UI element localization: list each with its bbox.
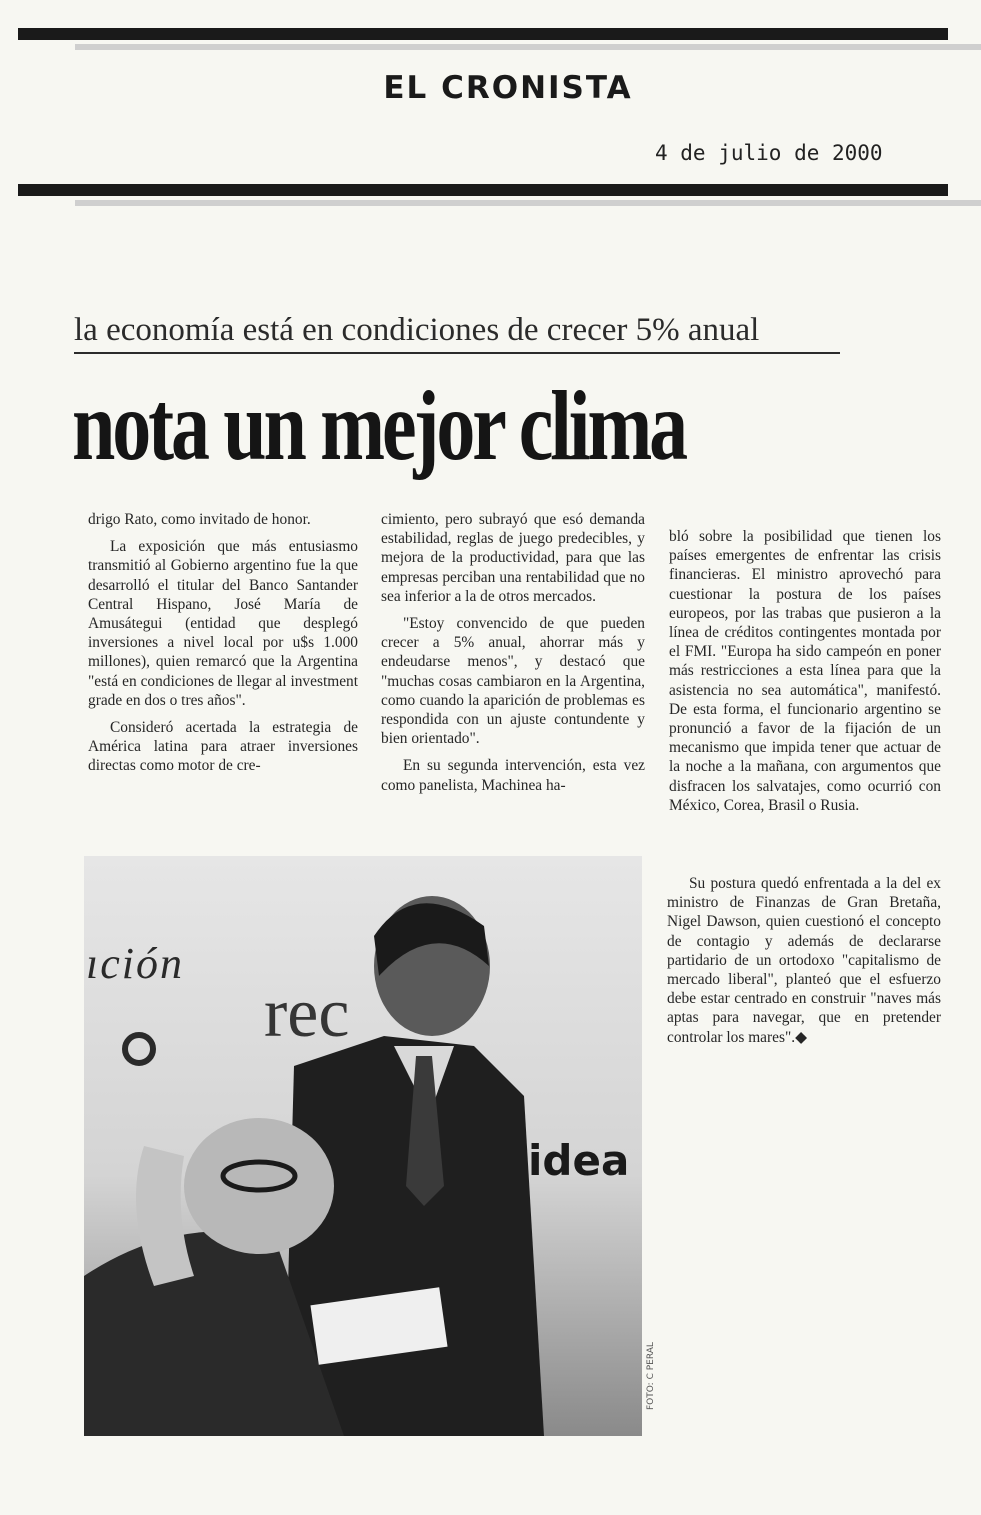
paragraph: Consideró acertada la estrategia de América latina para atraer inversiones directas como motor de cre- bbox=[88, 719, 358, 775]
article-column-2 bbox=[381, 510, 645, 803]
article-column-1 bbox=[88, 510, 358, 784]
kicker: la economía está en condiciones de crecer 5% anual bbox=[74, 312, 840, 354]
paragraph: Su postura quedó enfrentada a la del ex ministro de Finanzas de Gran Bretaña, Nigel Dawson, quien cuestionó el concepto de contagio y además de declararse partidario de un ortodoxo "capitalismo de mercado liberal", planteó que el esfuerzo debe estar centrado en construir "naves más aptas para navegar, que en pretender controlar los mares".◆ bbox=[667, 875, 941, 1046]
photo-sign-text: idea bbox=[528, 1136, 630, 1185]
article-column-4 bbox=[667, 874, 941, 1055]
paragraph: drigo Rato, como invitado de honor. bbox=[88, 511, 311, 528]
bottom-rule bbox=[18, 184, 948, 196]
top-rule bbox=[18, 28, 948, 40]
paragraph: cimiento, pero subrayó que esó demanda estabilidad, reglas de juego predecibles, y mejora de la productividad, para que las empresas perciban una rentabilidad que no sea inferior a la de otros mercados. bbox=[381, 511, 645, 605]
bleed-rule bbox=[75, 44, 981, 50]
paragraph: En su segunda intervención, esta vez como panelista, Machinea ha- bbox=[381, 757, 645, 794]
bleed-rule bbox=[75, 200, 981, 206]
paragraph: La exposición que más entusiasmo transmitió al Gobierno argentino fue la que desarrolló el titular del Banco Santander Central Hispano, José María de Amusátegui (entidad que desplegó inversiones a nivel local por u$s 1.000 millones), quien remarcó que la Argentina "está en condiciones de llegar al investment grade en dos o tres años". bbox=[88, 538, 358, 709]
publication-date: 4 de julio de 2000 bbox=[655, 141, 883, 165]
news-photo bbox=[84, 856, 642, 1436]
paragraph: bló sobre la posibilidad que tienen los países emergentes de enfrentar las crisis financieras. El ministro aprovechó para cuestionar la postura de los países europeos, por las trabas que pusieron a la línea de créditos contingentes montada por el FMI. "Europa ha sido campeón en poner más restricciones a esta línea para que la asistencia no sea automática", manifestó. De esta forma, el funcionario argentino se pronunció a favor de la fijación de un mecanismo que impida tener que actuar de la noche a la mañana, con argumentos que disfracen los salvatajes, como ocurrió con México, Corea, Brasil o Rusia. bbox=[669, 528, 941, 814]
photo-banner-text: rec bbox=[264, 975, 350, 1052]
paragraph: "Estoy convencido de que pueden crecer a 5% anual, ahorrar más y endeudarse menos", y destacó que "muchas cosas cambiaron en la Argentina, como cuando la aparición de problemas es respondida con un ajuste contundente y bien orientado". bbox=[381, 615, 645, 748]
headline: nota un mejor clima bbox=[72, 370, 686, 481]
photo-banner-text: ıción bbox=[86, 939, 184, 988]
article-column-3 bbox=[669, 527, 941, 823]
masthead: EL CRONISTA bbox=[383, 70, 633, 106]
seated-man-head bbox=[184, 1118, 334, 1254]
photo-credit: FOTO: C PERAL bbox=[646, 1342, 656, 1410]
